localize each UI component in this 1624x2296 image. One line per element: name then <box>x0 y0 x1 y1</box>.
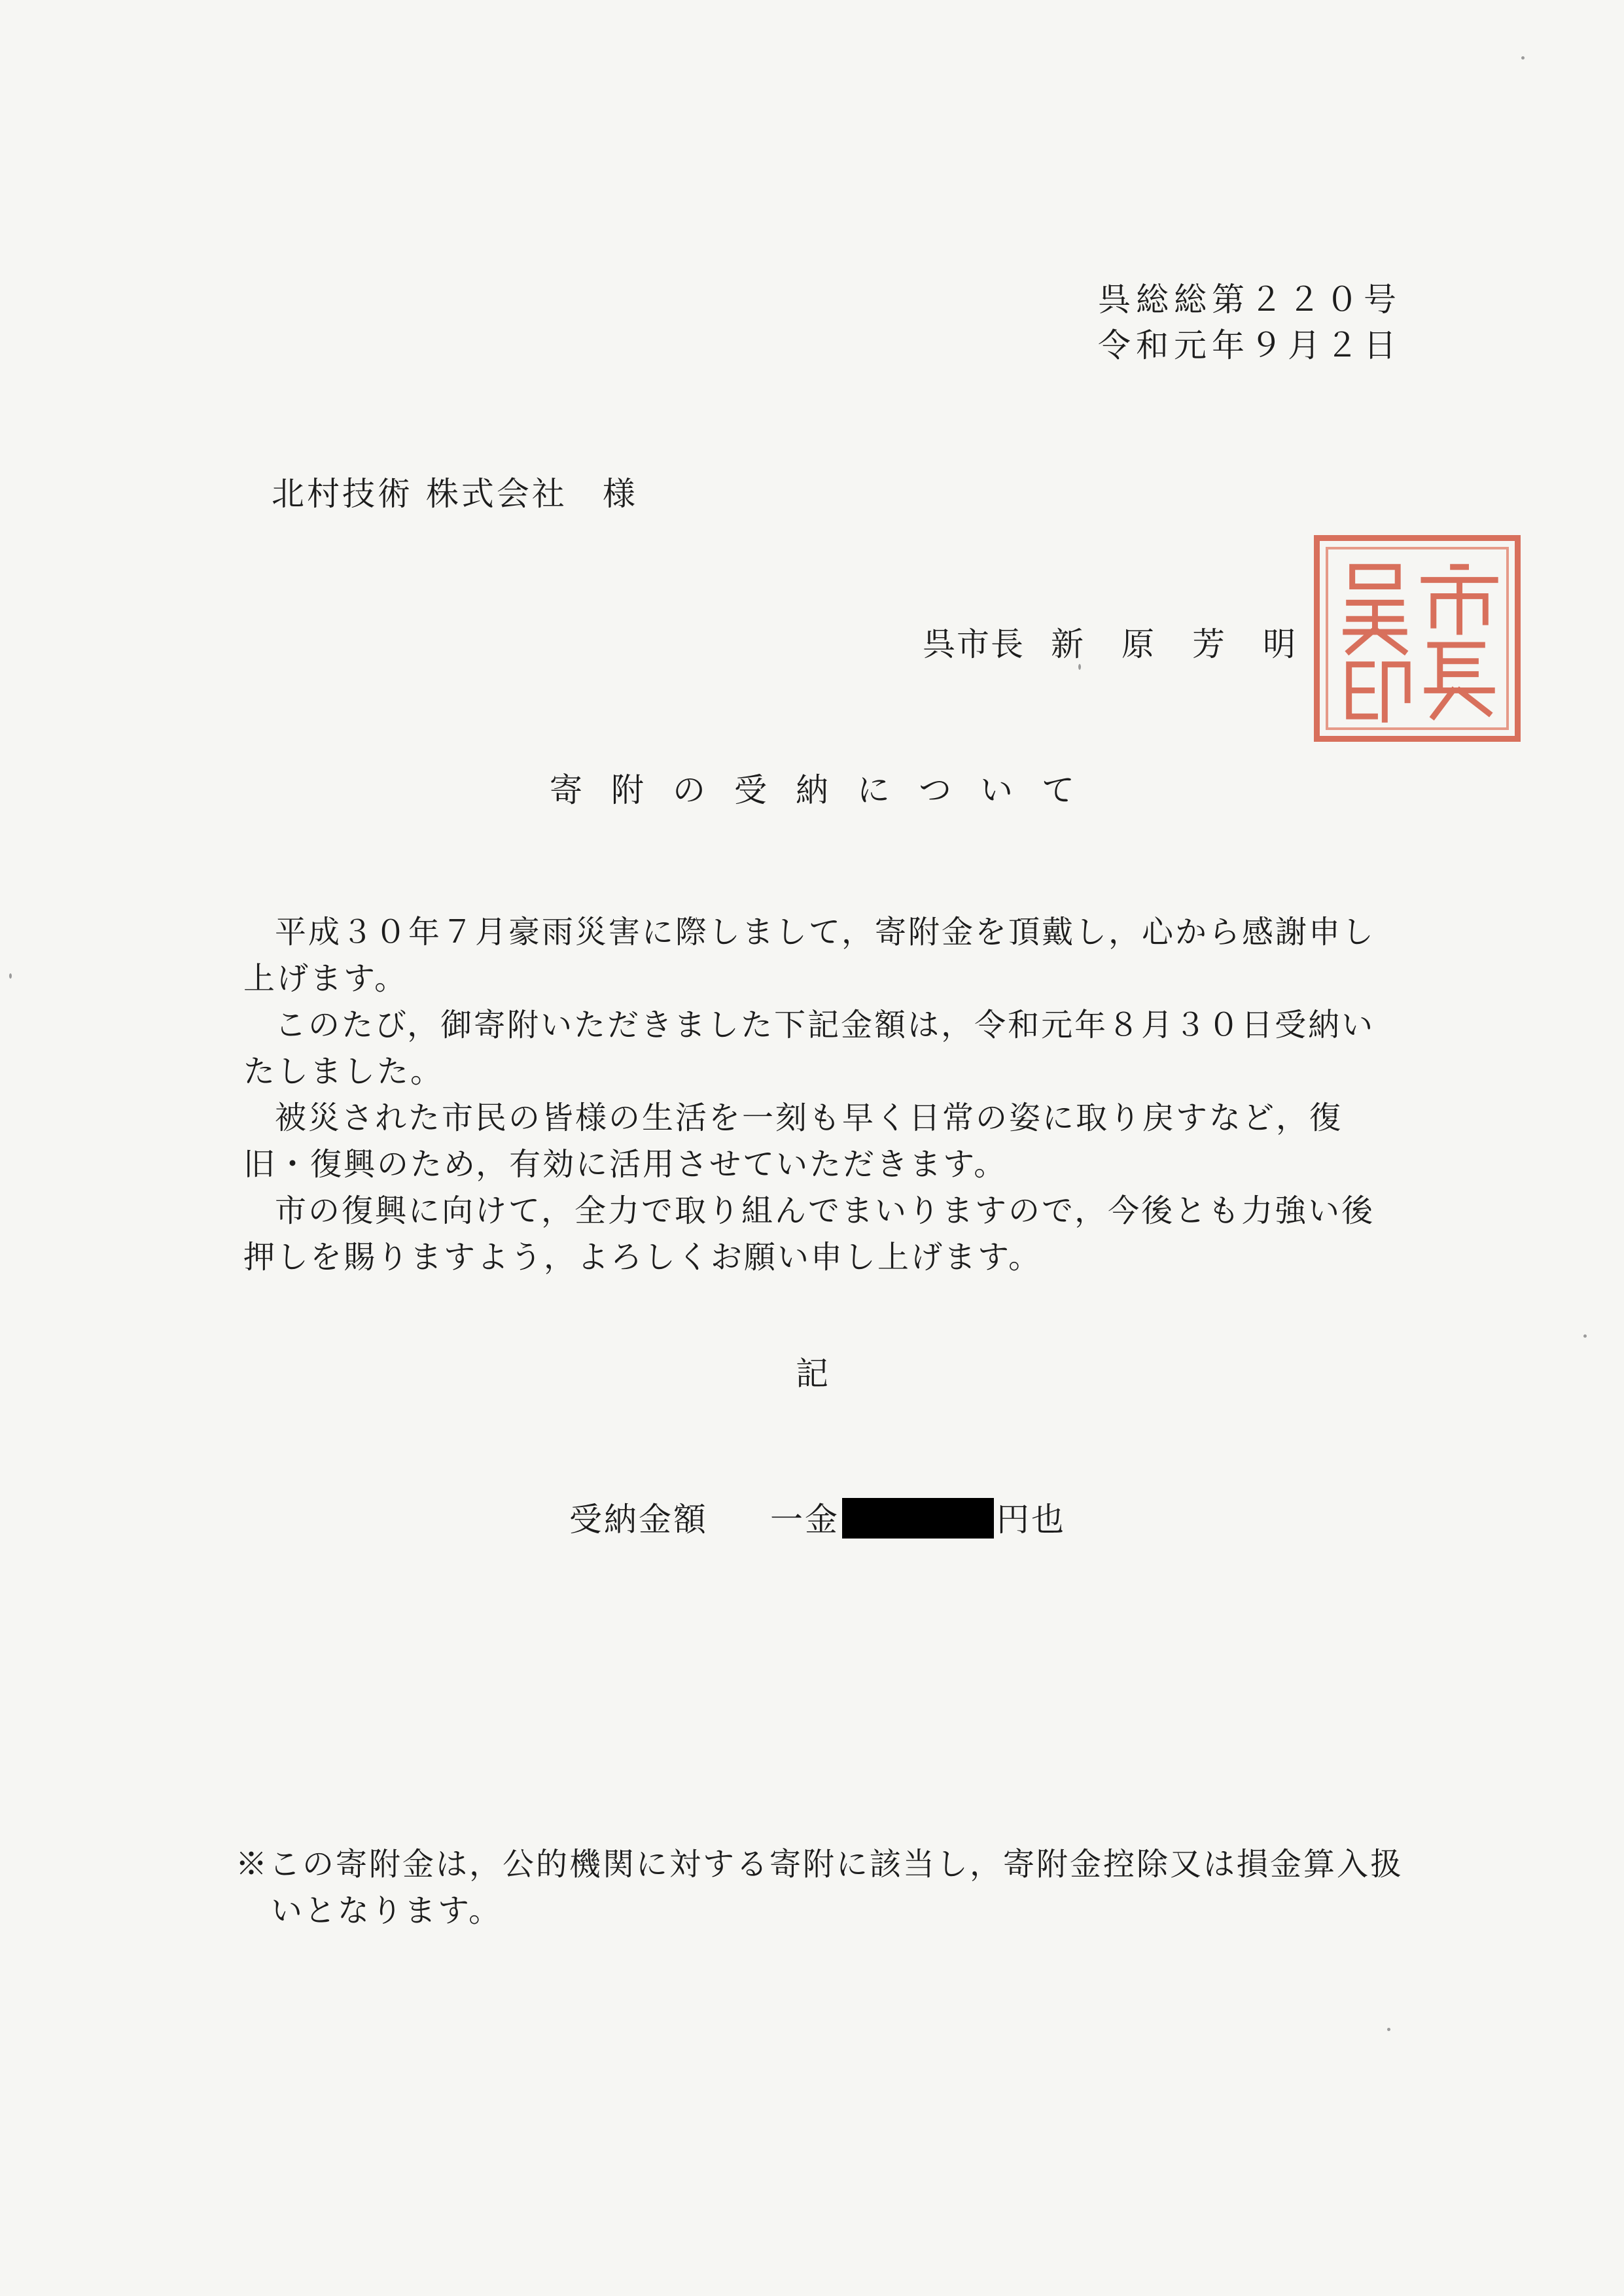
body-paragraph: 被災された市民の皆様の生活を一刻も早く日常の姿に取り戻すなど，復旧・復興のため，有効に活用させていただきます。 <box>243 1100 1343 1183</box>
sender-name-char: 原 <box>1121 625 1156 663</box>
subject-char: 受 <box>734 771 767 809</box>
tax-note <box>236 1841 1407 1934</box>
sender-title: 呉市長 <box>923 625 1025 663</box>
official-seal-stamp <box>1314 535 1521 742</box>
amount-label: 受納金額 <box>569 1501 708 1539</box>
sender-name-char: 新 <box>1051 625 1085 663</box>
subject-char: 寄 <box>550 771 582 809</box>
recipient-name: 北村技術 株式会社 様 <box>272 475 638 513</box>
sender-name <box>1051 625 1333 663</box>
letter-body <box>243 909 1395 1281</box>
sender-name-char: 明 <box>1263 625 1297 663</box>
subject-char: に <box>857 771 890 809</box>
redacted-amount <box>842 1498 994 1539</box>
scan-speck <box>1387 2028 1390 2031</box>
scan-speck <box>9 973 12 979</box>
subject-char: 納 <box>796 771 828 809</box>
scan-speck <box>1078 664 1081 670</box>
body-paragraph: 市の復興に向けて，全力で取り組んでまいりますので，今後とも力強い後押しを賜りますよう，よろしくお願い申し上げます。 <box>243 1192 1375 1276</box>
body-paragraph: このたび，御寄附いただきました下記金額は，令和元年８月３０日受納いたしました。 <box>243 1007 1375 1090</box>
subject-char: つ <box>919 771 951 809</box>
subject-char: い <box>980 771 1013 809</box>
reference-number: 呉総総第２２０号 <box>1098 281 1402 319</box>
record-heading: 記 <box>796 1355 828 1393</box>
subject-char: 附 <box>611 771 644 809</box>
sender-name-char: 芳 <box>1192 625 1226 663</box>
subject-char: の <box>673 771 705 809</box>
received-amount <box>569 1498 1066 1539</box>
scan-speck <box>1521 56 1525 60</box>
document-date: 令和元年９月２日 <box>1098 326 1402 364</box>
document-subject <box>0 771 1624 810</box>
sender-signature <box>923 625 1333 664</box>
subject-char: て <box>1042 771 1074 809</box>
amount-suffix: 円也 <box>997 1501 1066 1539</box>
amount-prefix: 一金 <box>770 1501 839 1539</box>
seal-glyphs-icon <box>1320 541 1515 736</box>
scan-speck <box>1583 1334 1587 1338</box>
body-paragraph: 平成３０年７月豪雨災害に際しまして，寄附金を頂戴し，心から感謝申し上げます。 <box>243 914 1376 997</box>
tax-note-text: ※この寄附金は，公的機関に対する寄附に該当し，寄附金控除又は損金算入扱いとなります。 <box>236 1846 1404 1929</box>
